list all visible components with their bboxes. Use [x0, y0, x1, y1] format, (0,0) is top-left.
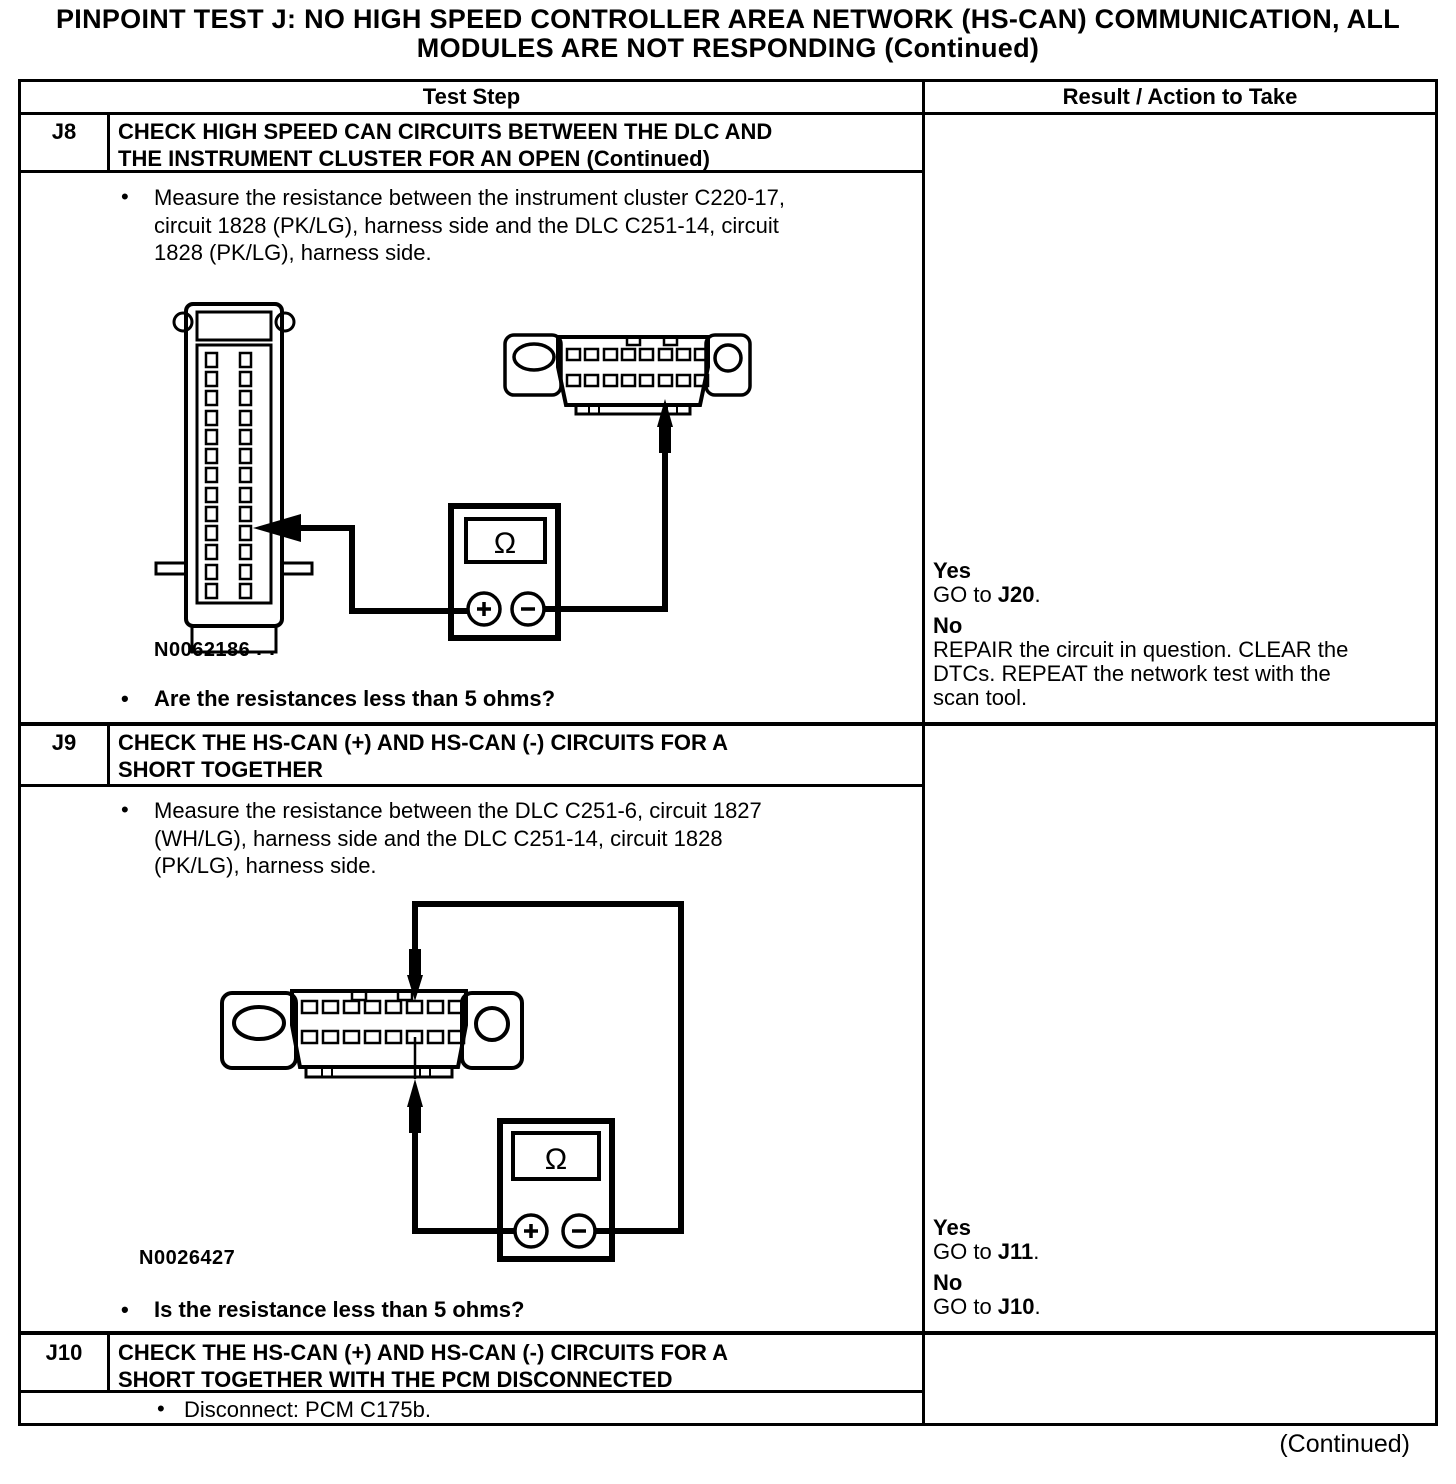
header-test-step: Test Step [422, 84, 521, 109]
dlc-pins-top-row [302, 1001, 464, 1013]
test-lead-right-wire [544, 399, 673, 609]
j8-measurement-figure [150, 293, 950, 655]
ohm-symbol: Ω [493, 527, 517, 560]
bullet-j9-question: • [121, 1297, 129, 1322]
result-no-action: GO to J10. [933, 1294, 1041, 1319]
question-j8: Are the resistances less than 5 ohms? [154, 686, 556, 711]
bullet-j9-step: • [121, 797, 129, 822]
result-no-label: No [933, 613, 963, 638]
pin-slots-left-column [206, 353, 217, 598]
dlc-pins-top-row [567, 349, 708, 360]
result-yes-action: GO to J20. [933, 582, 1041, 607]
plus-terminal [468, 593, 500, 625]
ohm-symbol: Ω [544, 1143, 568, 1176]
ohmmeter-figure [500, 1121, 612, 1259]
top-test-probe [407, 949, 423, 1001]
result-cell-j8 [925, 115, 1435, 722]
ohmmeter-figure [451, 506, 558, 638]
step-text-j8: Measure the resistance between the instrument cluster C220-17, circuit 1828 (PK/LG), harness side and the DLC C251-14, circuit 1828 (PK/LG), harness side. [154, 185, 785, 265]
row-number-j10: J10 [45, 1340, 83, 1365]
j9-measurement-figure [140, 889, 700, 1281]
result-yes-action: GO to J11. [933, 1239, 1040, 1264]
pinpoint-test-table [18, 79, 1438, 1426]
header-result: Result / Action to Take [1062, 84, 1298, 109]
result-no-action: REPAIR the circuit in question. CLEAR the DTCs. REPEAT the network test with the scan tool. [933, 637, 1349, 710]
pin-slots-right-column [240, 353, 251, 598]
j10-number-divider [107, 1335, 110, 1390]
dlc-connector-figure [222, 991, 522, 1077]
result-gap [933, 1264, 1431, 1271]
page-title-line2: MODULES ARE NOT RESPONDING (Continued) [416, 33, 1040, 63]
minus-terminal [512, 593, 544, 625]
row-number-j8: J8 [51, 119, 77, 144]
result-yes-label: Yes [933, 558, 971, 583]
step-text-j9: Measure the resistance between the DLC C251-6, circuit 1827 (WH/LG), harness side and the DLC C251-14, circuit 1828 (PK/LG), harness side. [154, 798, 762, 878]
bullet-j10-step: • [157, 1396, 165, 1421]
question-j9: Is the resistance less than 5 ohms? [154, 1297, 525, 1322]
row-title-j8: CHECK HIGH SPEED CAN CIRCUITS BETWEEN THE DLC AND THE INSTRUMENT CLUSTER FOR AN OPEN (Continued) [118, 119, 773, 171]
figure-label-j9: N0026427 [139, 1247, 236, 1269]
dlc-pins-bottom-row [302, 1031, 464, 1043]
step-text-j10: Disconnect: PCM C175b. [184, 1397, 431, 1422]
j9-number-divider [107, 726, 110, 784]
result-yes-label: Yes [933, 1215, 971, 1240]
row-number-j9: J9 [51, 730, 77, 755]
plus-terminal [515, 1215, 547, 1247]
j8-number-divider [107, 115, 110, 170]
figure-label-j8: N0062186 [154, 639, 251, 661]
page-title-line1: PINPOINT TEST J: NO HIGH SPEED CONTROLLER AREA NETWORK (HS-CAN) COMMUNICATION, ALL [55, 4, 1401, 34]
minus-terminal [563, 1215, 595, 1247]
bottom-test-probe [407, 1037, 423, 1133]
result-cell-j10 [925, 1335, 1435, 1423]
result-no-label: No [933, 1270, 963, 1295]
bullet-j8-step: • [121, 184, 129, 209]
row-title-j10: CHECK THE HS-CAN (+) AND HS-CAN (-) CIRCUITS FOR A SHORT TOGETHER WITH THE PCM DISCONNECTED [118, 1340, 729, 1392]
row-title-j9: CHECK THE HS-CAN (+) AND HS-CAN (-) CIRCUITS FOR A SHORT TOGETHER [118, 730, 729, 782]
bullet-j8-question: • [121, 686, 129, 711]
page-title [0, 5, 1456, 63]
continued-footer: (Continued) [1279, 1430, 1410, 1458]
result-gap [933, 607, 1431, 614]
result-cell-j9 [925, 726, 1435, 1331]
dlc-connector-figure [505, 335, 750, 414]
instrument-cluster-connector-figure [156, 304, 312, 655]
dlc-pins-bottom-row [567, 375, 708, 386]
j9-title-bottom-border [21, 784, 925, 787]
